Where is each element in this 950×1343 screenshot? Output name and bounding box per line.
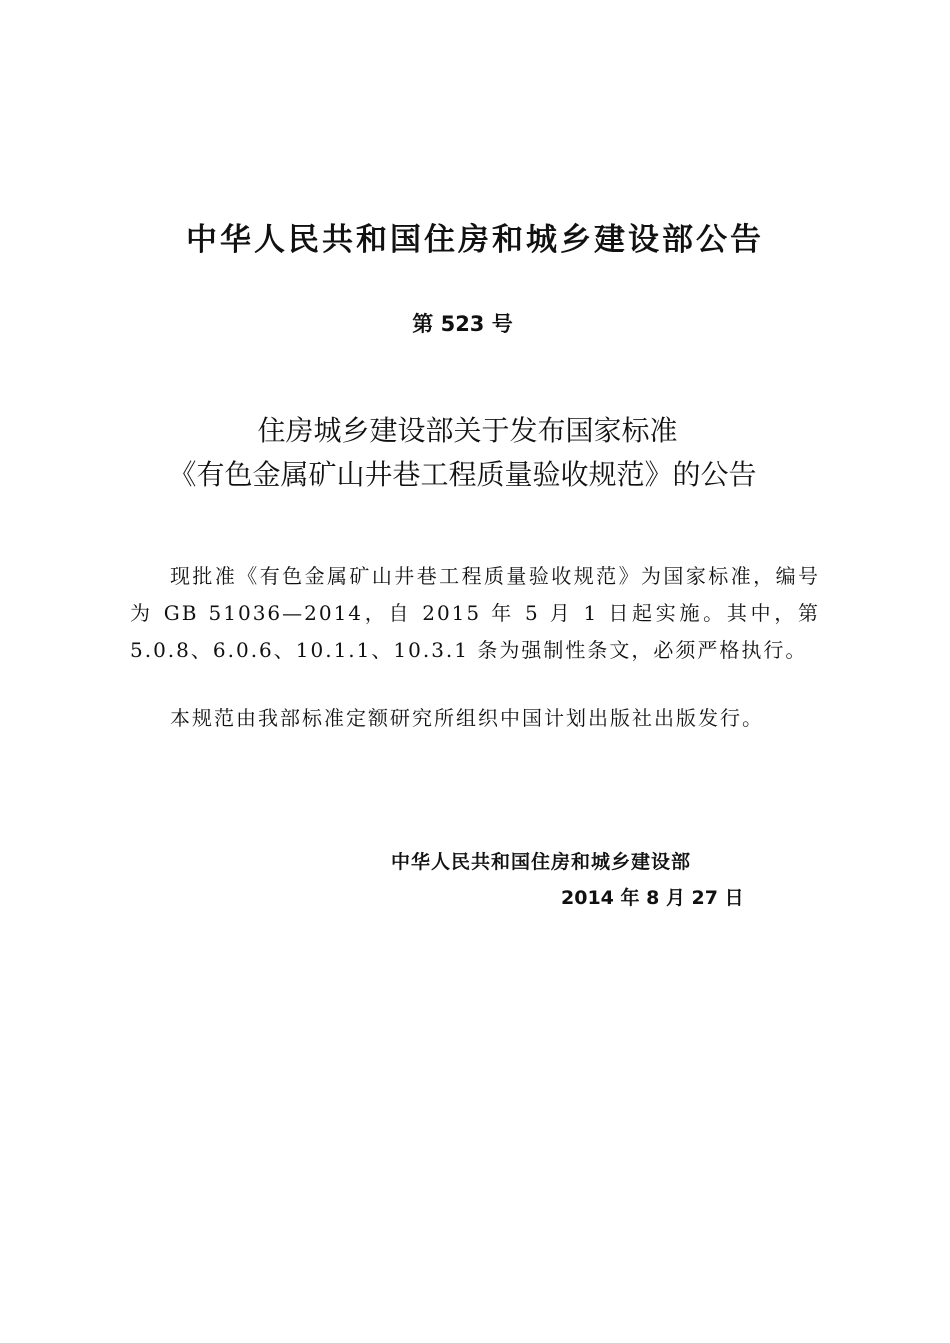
subtitle-line-1: 住房城乡建设部关于发布国家标准: [257, 414, 678, 447]
body-paragraph-2-container: [130, 700, 820, 737]
body-paragraph-1-container: [130, 558, 820, 669]
issue-date: 2014 年 8 月 27 日: [561, 887, 744, 909]
announcement-number: 第 523 号: [412, 312, 513, 336]
subtitle-line-2: 《有色金属矿山井巷工程质量验收规范》的公告: [168, 458, 757, 491]
body-paragraph-2: 本规范由我部标准定额研究所组织中国计划出版社出版发行。: [170, 706, 764, 730]
issuer-signature: 中华人民共和国住房和城乡建设部: [391, 851, 692, 873]
announcement-title: 中华人民共和国住房和城乡建设部公告: [186, 222, 764, 258]
body-paragraph-1: 现批准《有色金属矿山井巷工程质量验收规范》为国家标准，编号为 GB 51036—2014，自 2015 年 5 月 1 日起实施。其中，第 5.0.8、6.0.6、10.1.1、10.3.1 条为强制性条文，必须严格执行。: [130, 564, 820, 662]
